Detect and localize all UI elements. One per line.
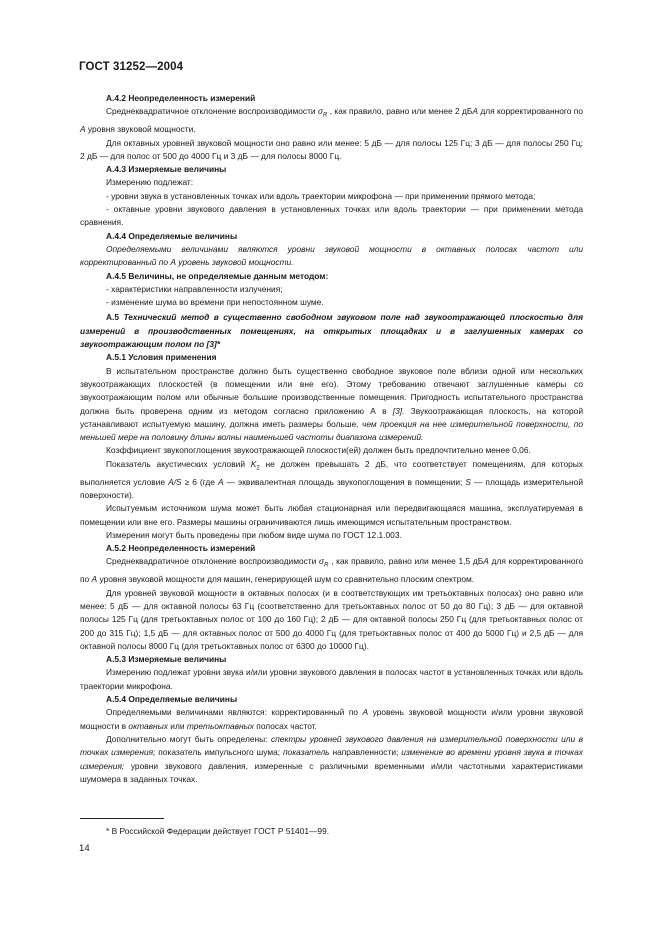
- section-heading: А.5.2 Неопределенность измерений: [106, 543, 256, 554]
- paragraph: Для уровней звуковой мощности в октавных полосах (и в соответствующих им третьоктавных полосах) оно равно или менее: 5 дБ — для октавной полосы 63 Гц (соответственно для третьоктавных полос от 50 до 80 Гц); 3 дБ — для октавной полосы 125 Гц (для третьоктавных полос от 100 до 160 Гц); 2 дБ — для октавной полосы 250 Гц (для третьоктавных полос от 200 до 315 Гц); 1,5 дБ — для октавных полос от 500 до 4000 Гц (для третьоктавных полос от 400 до 5000 Гц) и 2,5 дБ — для октавной полосы 8000 Гц (для третьоктавных полос от 6300 до 10000 Гц).: [80, 587, 583, 651]
- section-heading: А.4.3 Измеряемые величины: [106, 164, 227, 175]
- section-title: А.5 Технический метод в существенно свободном звуковом поле над звукоотражающей плоскостью для измерений в производственных помещениях, на открытых площадках и в заглушенных камерах со звукоотражающим полом по [3]*: [80, 312, 583, 350]
- paragraph: - изменение шума во времени при непостоянном шуме.: [106, 297, 324, 308]
- paragraph: Испытуемым источником шума может быть любая стационарная или передвигающаяся машина, эксплуатируемая в помещении или вне его. Размеры машины ограничиваются лишь имеющимся испытательным пространством.: [80, 503, 583, 527]
- section-heading: А.5.1 Условия применения: [106, 352, 217, 363]
- page-number: 14: [79, 843, 90, 854]
- paragraph: - уровни звука в установленных точках или вдоль траектории микрофона — при применении прямого метода;: [106, 190, 536, 201]
- paragraph: В испытательном пространстве должно быть существенно свободное звуковое поле вблизи одной или нескольких звукоотражающих плоскостей (в помещении или вне его). Этому требованию отвечают заглушенные камеры со звукоотражающим полом или обычные большие производственные помещения. Пригодность испытательного пространства должна быть проверена одним из методом согласно приложению А в [3]. Звукоотражающая плоскость, на которой устанавливают испытуемую машину, должна иметь размеры больше, чем проекция на нее измерительной поверхности, по меньшей мере на половину длины волны наименьшей частоты диапазона измерений.: [80, 365, 584, 443]
- section-heading: А.4.4 Определяемые величины: [106, 230, 238, 241]
- paragraph: Среднеквадратичное отклонение воспроизводимости $\sigma_R$ , как правило, равно или менее 1,5 дБА для корректированного по А уровня звуковой мощности для машин, генерирующей шум со сравнительно плоским спектром.: [80, 556, 584, 585]
- section-heading: А.4.2 Неопределенность измерений: [106, 93, 256, 103]
- standard-code: ГОСТ 31252—2004: [79, 61, 184, 73]
- paragraph: - октавные уровни звукового давления в установленных точках или вдоль траектории — при применении метода сравнения.: [80, 204, 583, 228]
- section-heading: А.4.5 Величины, не определяемые данным методом:: [106, 270, 329, 281]
- paragraph: Для октавных уровней звуковой мощности оно равно или менее: 5 дБ — для полосы 125 Гц; 3 дБ — для полосы 250 Гц; 2 дБ — для полос от 500 до 4000 Гц и 3 дБ — для полосы 8000 Гц.: [80, 137, 583, 161]
- paragraph: Измерения могут быть проведены при любом виде шума по ГОСТ 12.1.003.: [106, 529, 402, 540]
- document-body: [80, 92, 583, 786]
- paragraph: Показатель акустических условий $K_2$ не должен превышать 2 дБ, что соответствует помещениям, для которых выполняется условие A/S ≥ 6 (где А — эквивалентная площадь звукопоглощения в помещении; S — площадь измерительной поверхности).: [80, 458, 583, 500]
- paragraph: Дополнительно могут быть определены: спектры уровней звукового давления на измерительной поверхности или в точках измерения; показатель импульсного шума; показатель направленности; изменение во времени уровня звука в точках измерения; уровни звукового давления, измеренные с различными временными и/или частотными характеристиками шумомера в заданных точках.: [80, 733, 584, 784]
- paragraph: - характеристики направленности излучения;: [106, 283, 283, 294]
- section-heading: А.5.4 Определяемые величины: [106, 694, 238, 705]
- paragraph: Определяемыми величинами являются: корректированный по А уровень звуковой мощности и/или уровни звуковой мощности в октавных или третьоктавных полосах частот.: [80, 707, 583, 731]
- paragraph: Измерению подлежат:: [106, 177, 194, 188]
- section-heading: А.5.3 Измеряемые величины: [106, 654, 227, 665]
- paragraph: Измерению подлежат уровни звука и/или уровни звукового давления в полосах частот в установленных точках или вдоль траектории микрофона.: [80, 667, 583, 691]
- paragraph: Определяемыми величинами являются уровни звуковой мощности в октавных полосах частот или корректированный по А уровень звуковой мощности.: [80, 243, 583, 268]
- paragraph: Коэффициент звукопоглощения звукоотражающей плоскости(ей) должен быть предпочтительно менее 0,06.: [106, 445, 531, 456]
- paragraph: Среднеквадратичное отклонение воспроизводимости $\sigma_R$ , как правило, равно или менее 2 дБА для корректированного по А уровня звуковой мощности.: [80, 106, 584, 135]
- footnote: * В Российской Федерации действует ГОСТ Р 51401—99.: [106, 826, 330, 836]
- footnote-separator: [80, 818, 164, 819]
